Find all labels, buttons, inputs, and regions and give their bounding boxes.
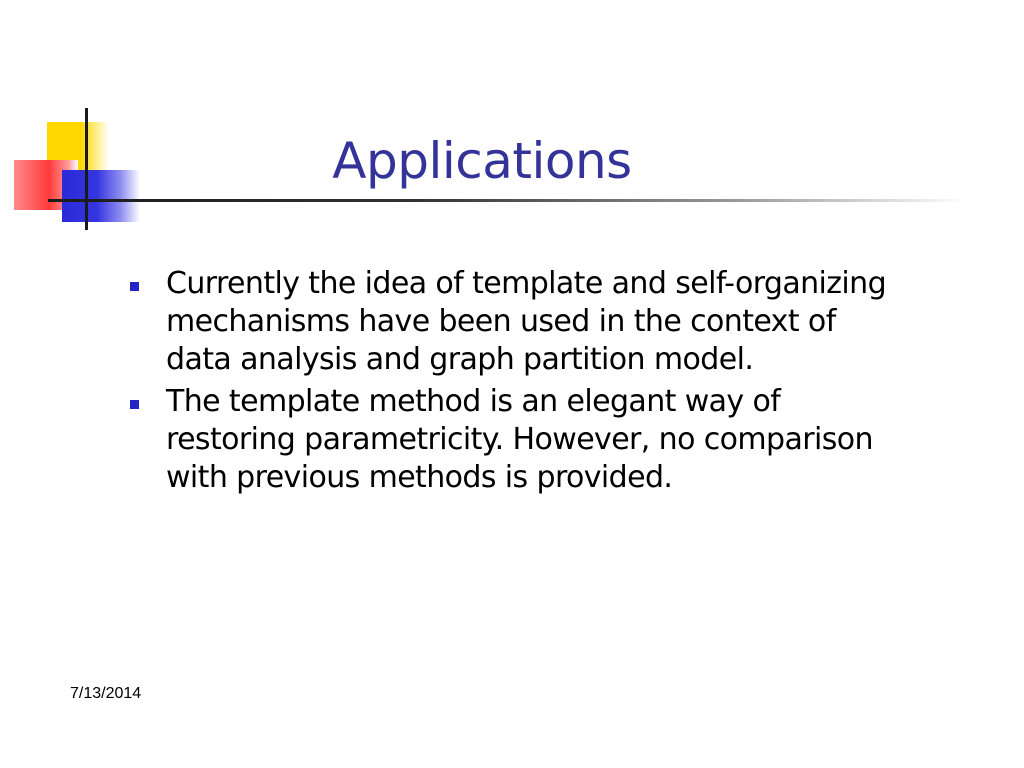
bullet-text: The template method is an elegant way of restoring parametricity. However, no comparison with previous methods is provided. — [166, 384, 873, 495]
title-underline — [48, 199, 968, 202]
slide-title — [0, 126, 964, 196]
bullet-item — [130, 265, 890, 379]
bullet-square-icon — [130, 282, 139, 291]
bullet-square-icon — [130, 400, 139, 409]
bullet-item — [130, 383, 890, 497]
bullet-text: Currently the idea of template and self-organizing mechanisms have been used in the context of data analysis and graph partition model. — [166, 266, 887, 377]
bullet-list — [130, 265, 890, 501]
slide-title-text: Applications — [332, 132, 632, 190]
footer-date: 7/13/2014 — [70, 685, 142, 702]
